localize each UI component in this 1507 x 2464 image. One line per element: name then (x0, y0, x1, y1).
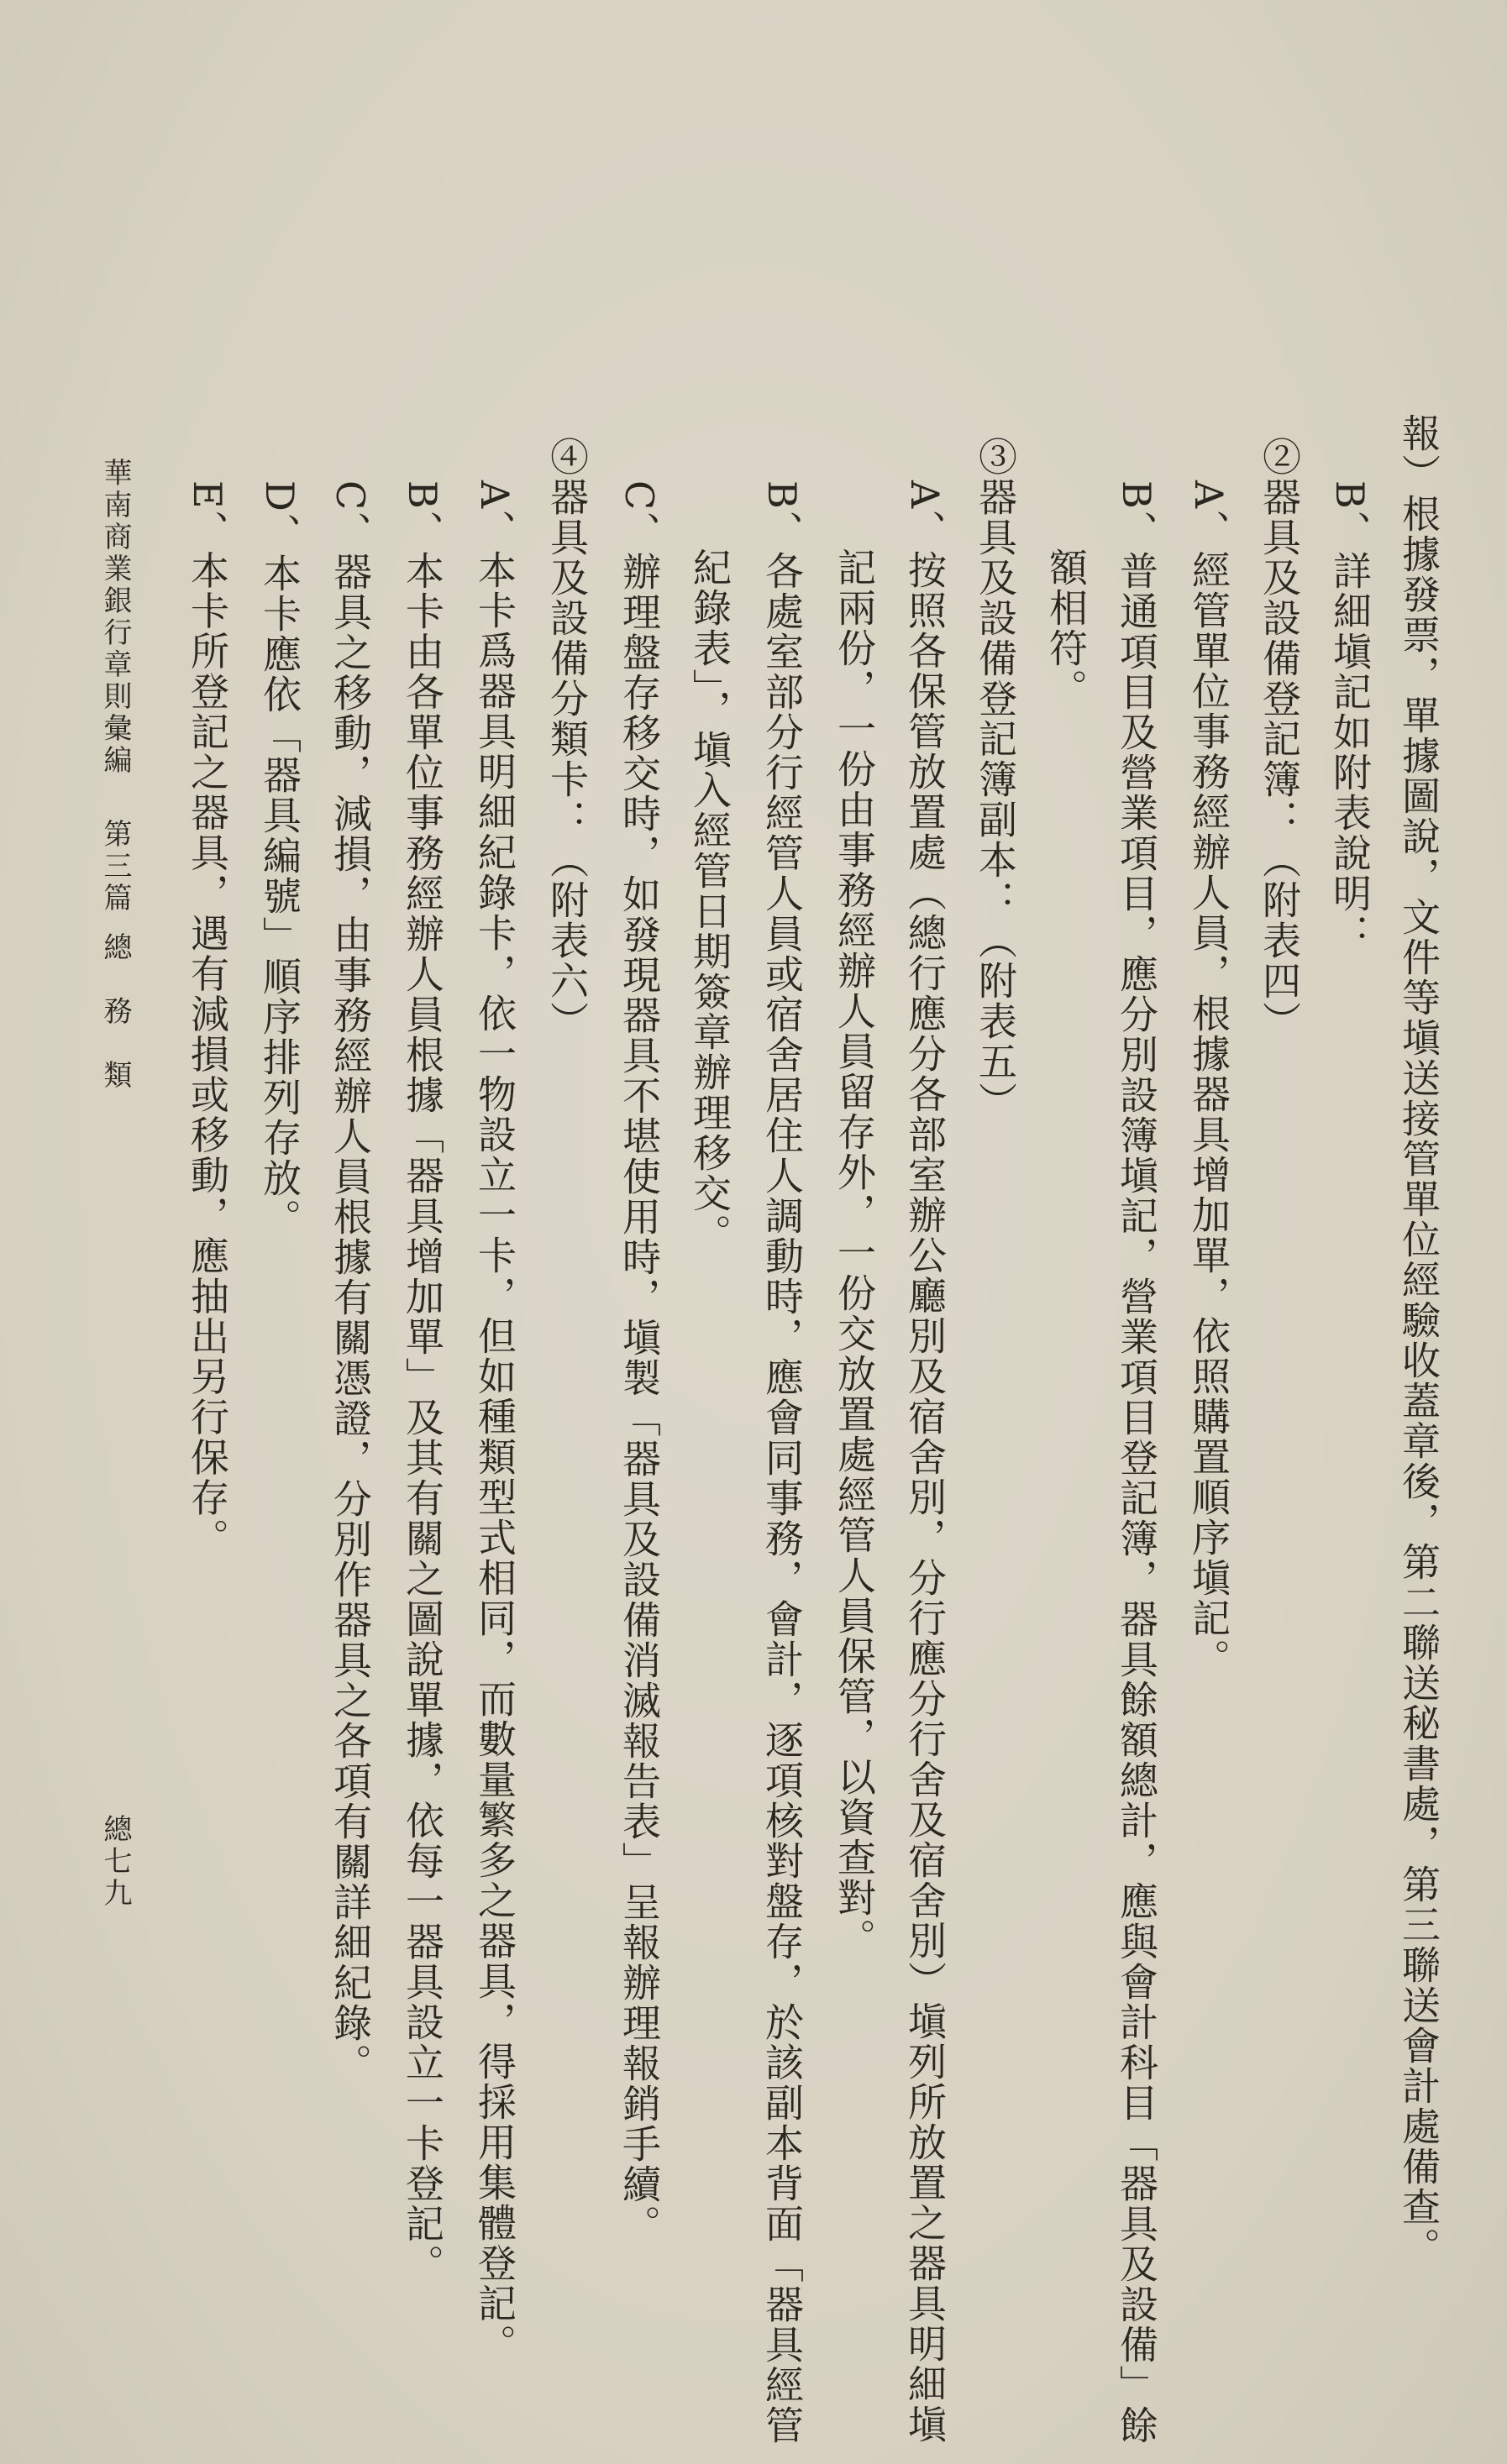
text-line-6: 額相符。 (1043, 548, 1089, 709)
page-number: 總七九 (98, 1814, 132, 1910)
text-line-10: B、各處室部分行經管人員或宿舍居住人調動時，應會同事務，會計，逐項核對盤存，於該副本背面「器具經管 (759, 480, 805, 2446)
text-line-16: C、器具之移動，減損，由事務經辦人員根據有關憑證，分別作器具之各項有關詳細紀錄。 (328, 480, 373, 2084)
text-line-15: B、本卡由各單位事務經辦人員根據「器具增加單」及其有關之圖說單據，依每一器具設立一卡登記。 (400, 480, 445, 2284)
text-line-11: 紀錄表」，塡入經管日期簽章辦理移交。 (687, 548, 732, 1254)
footer-category: 總 務 類 (98, 932, 132, 1092)
text-line-3: ②器具及設備登記簿：（附表四） (1257, 437, 1302, 1041)
text-line-2: B、詳細塡記如附表說明： (1327, 480, 1373, 954)
text-line-7: ③器具及設備登記簿副本：（附表五） (973, 437, 1018, 1122)
text-line-5: B、普通項目及營業項目，應分別設簿塡記，營業項目登記簿，器具餘額總計，應與會計科目「器具及設備」餘 (1114, 480, 1159, 2446)
text-line-1: 報）根據發票，單據圖說，文件等塡送接管單位經驗收蓋章後，第二聯送秘書處，第三聯送會計處備查。 (1396, 413, 1441, 2267)
footer-book-title: 華南商業銀行章則彙編 (98, 458, 132, 777)
text-line-12: C、辦理盤存移交時，如發現器具不堪使用時，塡製「器具及設備消滅報告表」呈報辦理報銷手續。 (617, 480, 662, 2246)
text-line-8: A、按照各保管放置處（總行應分各部室辦公廳別及宿舍別，分行應分行舍及宿舍別）塡列所放置之器具明細塡 (902, 480, 948, 2446)
footer-section: 第三篇 (98, 819, 132, 915)
text-line-14: A、本卡爲器具明細紀錄卡，依一物設立一卡，但如種類型式相同，而數量繁多之器具，得採用集體登記。 (472, 480, 517, 2365)
text-line-18: E、本卡所登記之器具，遇有減損或移動，應抽出另行保存。 (185, 480, 230, 1559)
text-line-17: D、本卡應依「器具編號」順序排列存放。 (257, 480, 302, 1239)
text-line-9: 記兩份，一份由事務經辦人員留存外，一份交放置處經管人員保管，以資查對。 (832, 548, 877, 1958)
text-line-13: ④器具及設備分類卡：（附表六） (544, 437, 590, 1041)
text-line-4: A、經管單位事務經辦人員，根據器具增加單，依照購置順序塡記。 (1186, 480, 1231, 1680)
